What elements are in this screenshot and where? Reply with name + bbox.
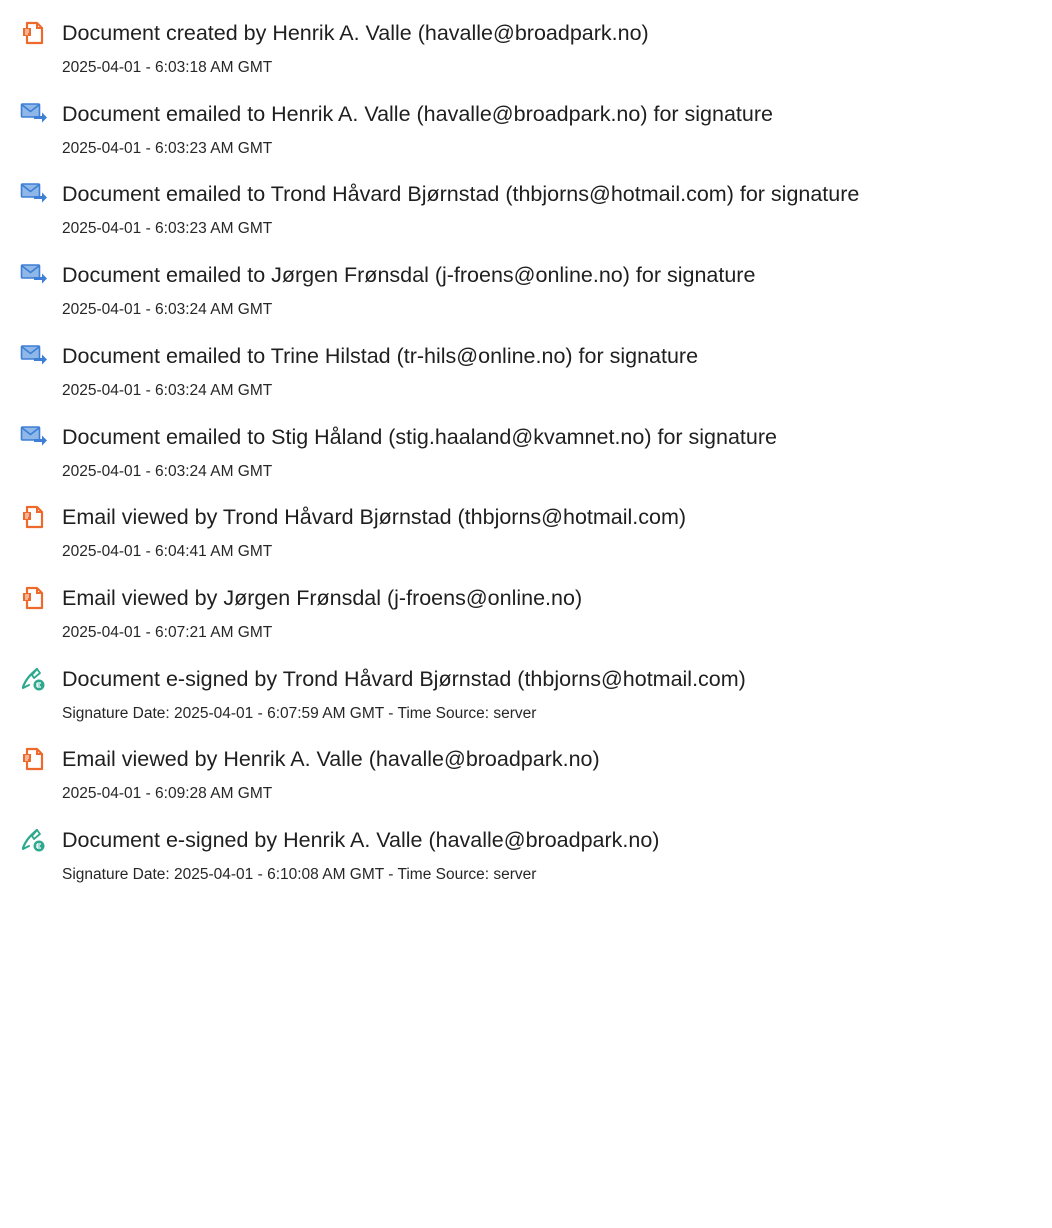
email-sent-icon (20, 343, 48, 369)
event-timestamp: 2025-04-01 - 6:03:23 AM GMT (62, 139, 273, 157)
audit-entry (0, 101, 1052, 181)
event-description: Document emailed to Henrik A. Valle (havalle@broadpark.no) for signature (62, 101, 773, 126)
event-description: Email viewed by Trond Håvard Bjørnstad (thbjorns@hotmail.com) (62, 505, 687, 530)
event-timestamp: 2025-04-01 - 6:07:21 AM GMT (62, 623, 273, 641)
audit-entry (0, 20, 1052, 100)
email-sent-icon (20, 262, 48, 288)
document-icon (20, 585, 48, 611)
event-timestamp: 2025-04-01 - 6:09:28 AM GMT (62, 785, 273, 803)
event-description: Email viewed by Jørgen Frønsdal (j-froens@online.no) (62, 585, 583, 610)
event-description: Document e-signed by Henrik A. Valle (havalle@broadpark.no) (62, 828, 660, 852)
event-description: Document emailed to Stig Håland (stig.haaland@kvamnet.no) for signature (62, 424, 777, 449)
audit-entry (0, 262, 1052, 342)
e-sign-pen-icon (20, 666, 48, 692)
audit-entry (0, 746, 1052, 826)
document-icon (20, 746, 48, 772)
audit-entry (0, 504, 1052, 584)
event-timestamp: 2025-04-01 - 6:03:23 AM GMT (62, 220, 273, 238)
event-timestamp: Signature Date: 2025-04-01 - 6:07:59 AM GMT - Time Source: server (62, 704, 537, 722)
event-description: Document emailed to Jørgen Frønsdal (j-froens@online.no) for signature (62, 263, 756, 288)
e-sign-pen-icon (20, 827, 48, 853)
audit-entry (0, 827, 1052, 907)
event-description: Email viewed by Henrik A. Valle (havalle@broadpark.no) (62, 747, 600, 772)
event-description: Document emailed to Trond Håvard Bjørnstad (thbjorns@hotmail.com) for signature (62, 182, 860, 207)
document-icon (20, 504, 48, 530)
audit-entry (0, 343, 1052, 423)
audit-entry (0, 666, 1052, 746)
event-timestamp: Signature Date: 2025-04-01 - 6:10:08 AM GMT - Time Source: server (62, 866, 537, 883)
audit-entry (0, 424, 1052, 504)
email-sent-icon (20, 424, 48, 450)
event-timestamp: 2025-04-01 - 6:03:24 AM GMT (62, 462, 273, 480)
audit-entry (0, 181, 1052, 261)
document-icon (20, 20, 48, 46)
event-timestamp: 2025-04-01 - 6:04:41 AM GMT (62, 543, 273, 561)
event-description: Document created by Henrik A. Valle (havalle@broadpark.no) (62, 21, 649, 45)
event-timestamp: 2025-04-01 - 6:03:24 AM GMT (62, 301, 273, 319)
email-sent-icon (20, 181, 48, 207)
event-description: Document emailed to Trine Hilstad (tr-hils@online.no) for signature (62, 343, 699, 368)
email-sent-icon (20, 101, 48, 127)
audit-entry (0, 585, 1052, 665)
event-timestamp: 2025-04-01 - 6:03:18 AM GMT (62, 59, 273, 76)
event-description: Document e-signed by Trond Håvard Bjørnstad (thbjorns@hotmail.com) (62, 666, 746, 691)
event-timestamp: 2025-04-01 - 6:03:24 AM GMT (62, 381, 273, 399)
